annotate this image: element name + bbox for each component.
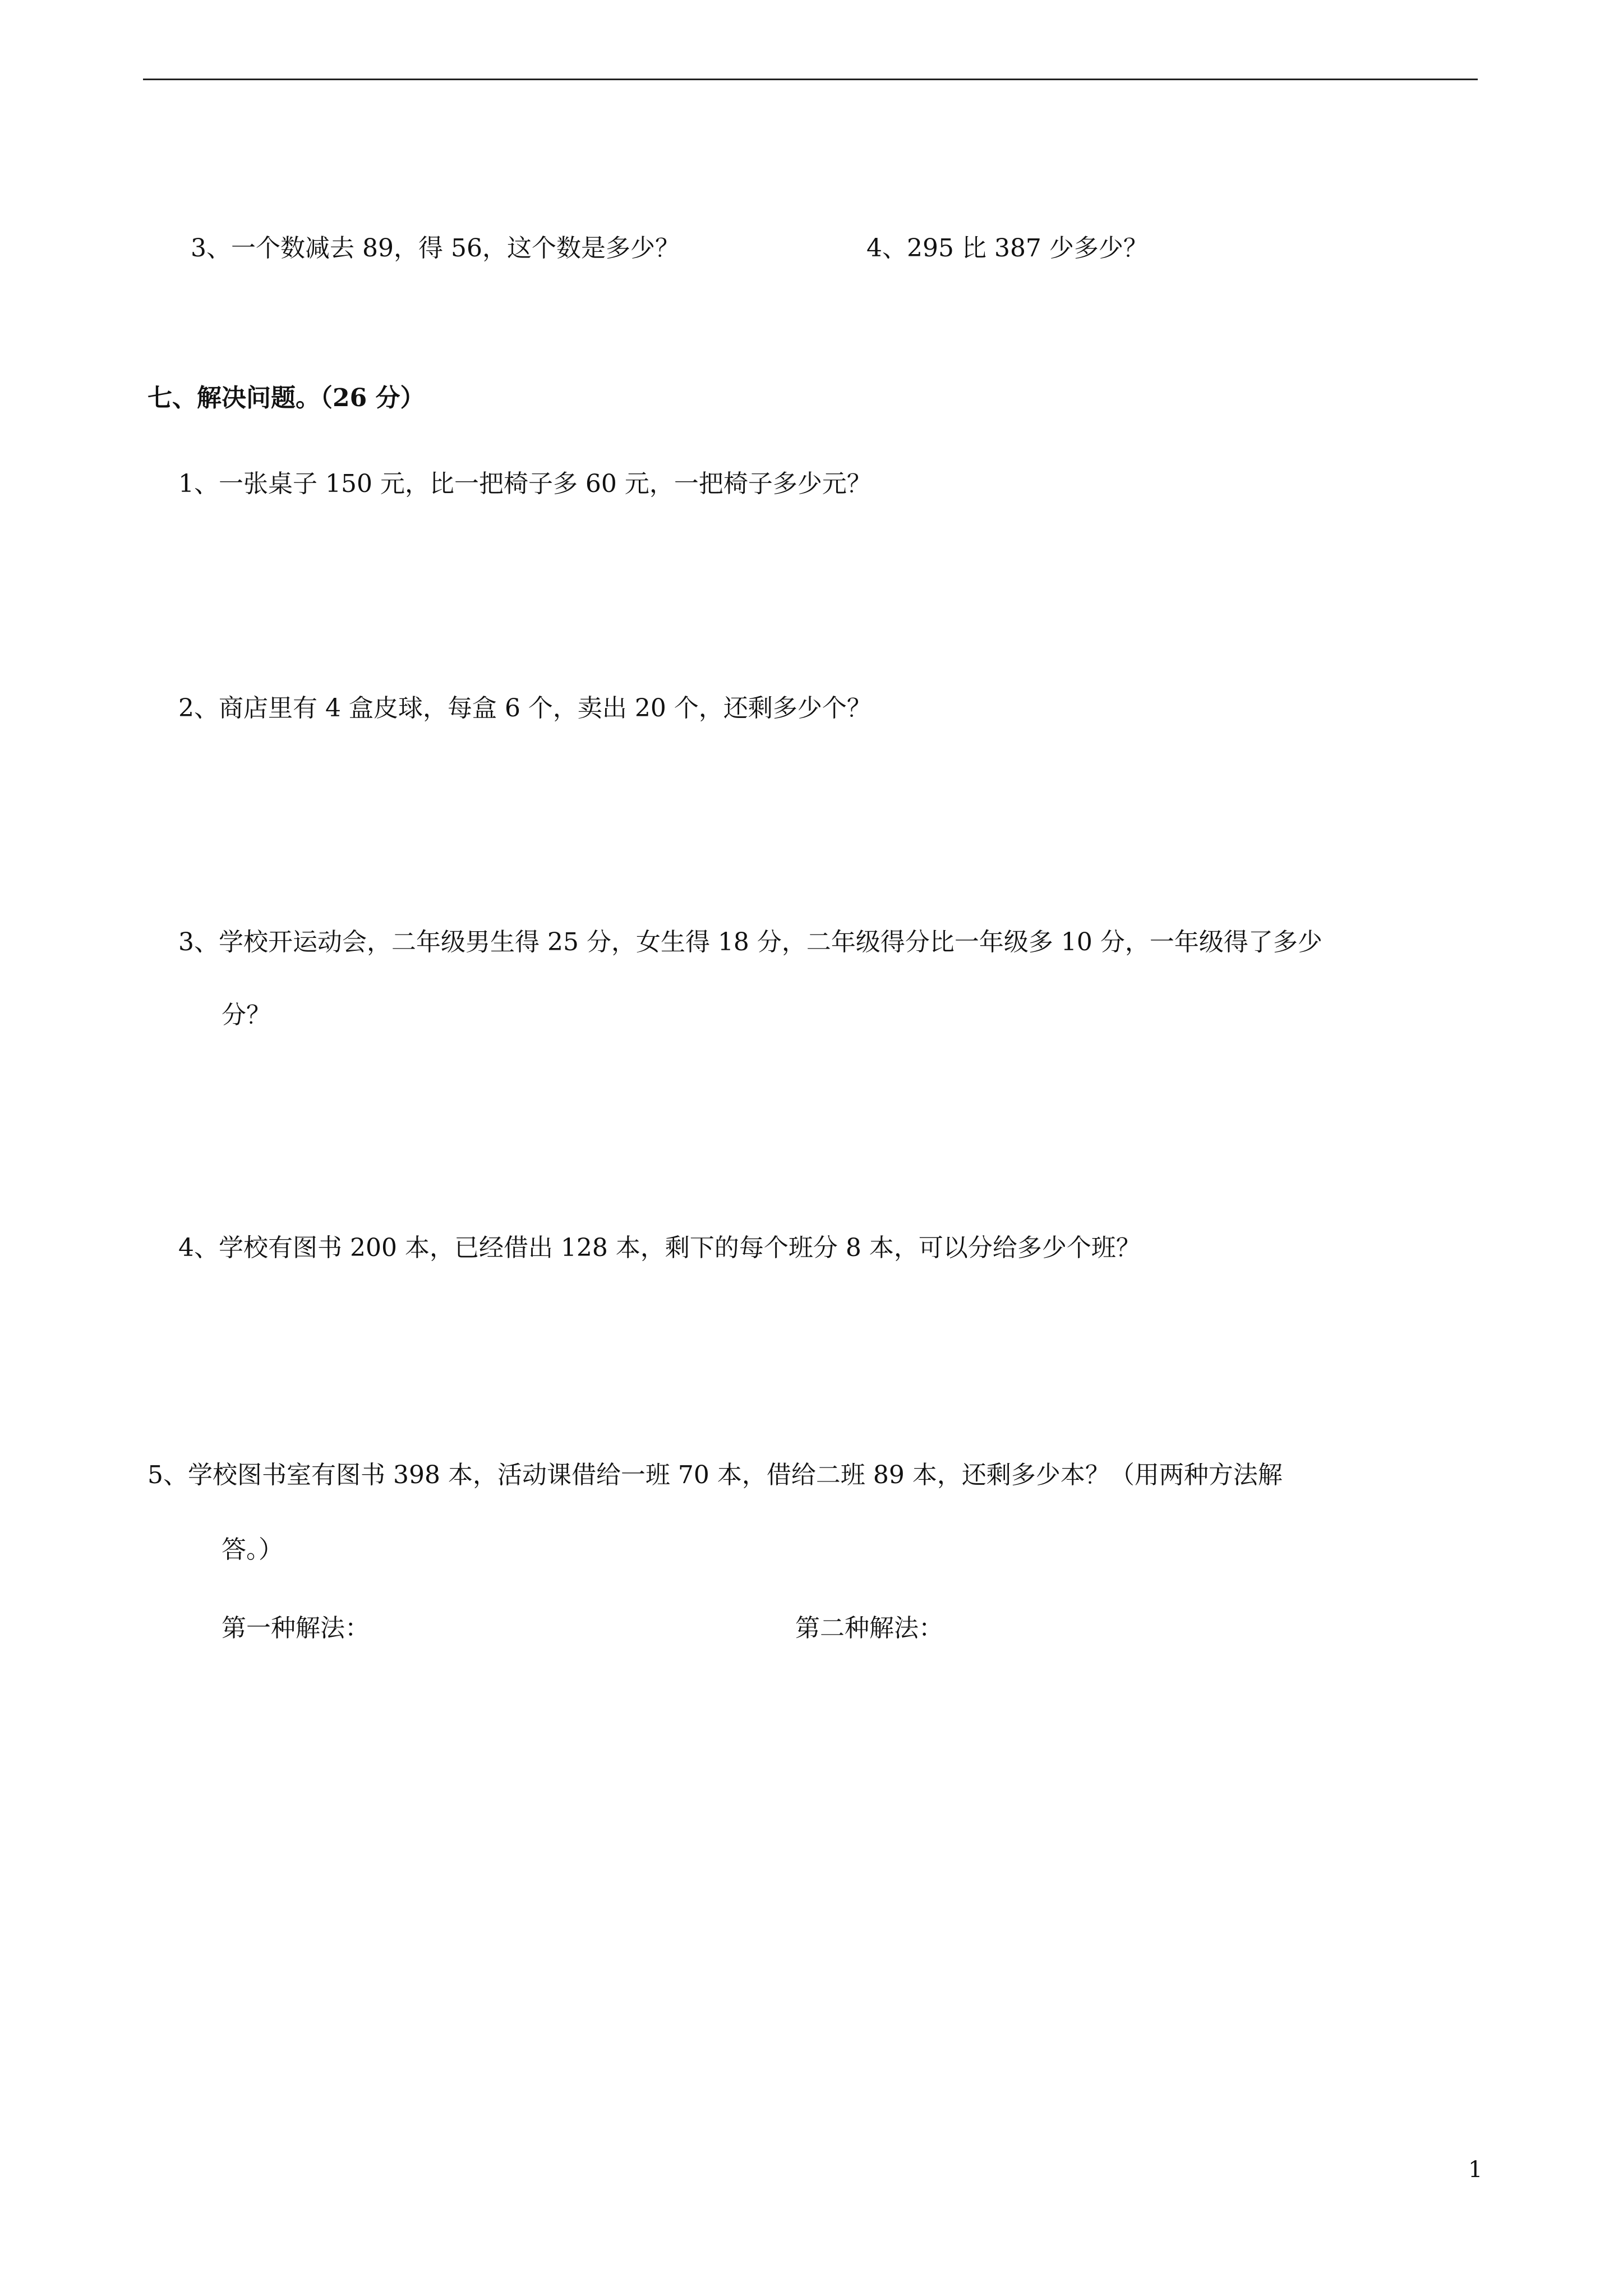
question-7-1: 1、一张桌子 150 元，比一把椅子多 60 元，一把椅子多少元？ (178, 470, 872, 498)
method-1-label: 第一种解法： (222, 1614, 370, 1642)
question-6-4: 4、295 比 387 少多少？ (866, 234, 1148, 263)
method-2-label: 第二种解法： (795, 1614, 943, 1642)
page-number: 1 (1468, 2157, 1483, 2183)
question-7-3-line2: 分？ (222, 1001, 271, 1029)
question-7-4: 4、学校有图书 200 本，已经借出 128 本，剩下的每个班分 8 本，可以分给多少个班？ (178, 1234, 1141, 1262)
question-6-3: 3、一个数减去 89，得 56，这个数是多少？ (191, 234, 680, 263)
question-7-5-line1: 5、学校图书室有图书 398 本，活动课借给一班 70 本，借给二班 89 本，还剩多少本？（用两种方法解 (147, 1461, 1283, 1489)
section-7-title: 七、解决问题。（26 分） (147, 384, 425, 412)
question-7-2: 2、商店里有 4 盒皮球，每盒 6 个，卖出 20 个，还剩多少个？ (178, 694, 872, 723)
question-7-5-line2: 答。） (222, 1535, 283, 1564)
question-7-3-line1: 3、学校开运动会，二年级男生得 25 分，女生得 18 分，二年级得分比一年级多 10 分，一年级得了多少 (178, 928, 1322, 956)
header-rule (143, 79, 1478, 80)
